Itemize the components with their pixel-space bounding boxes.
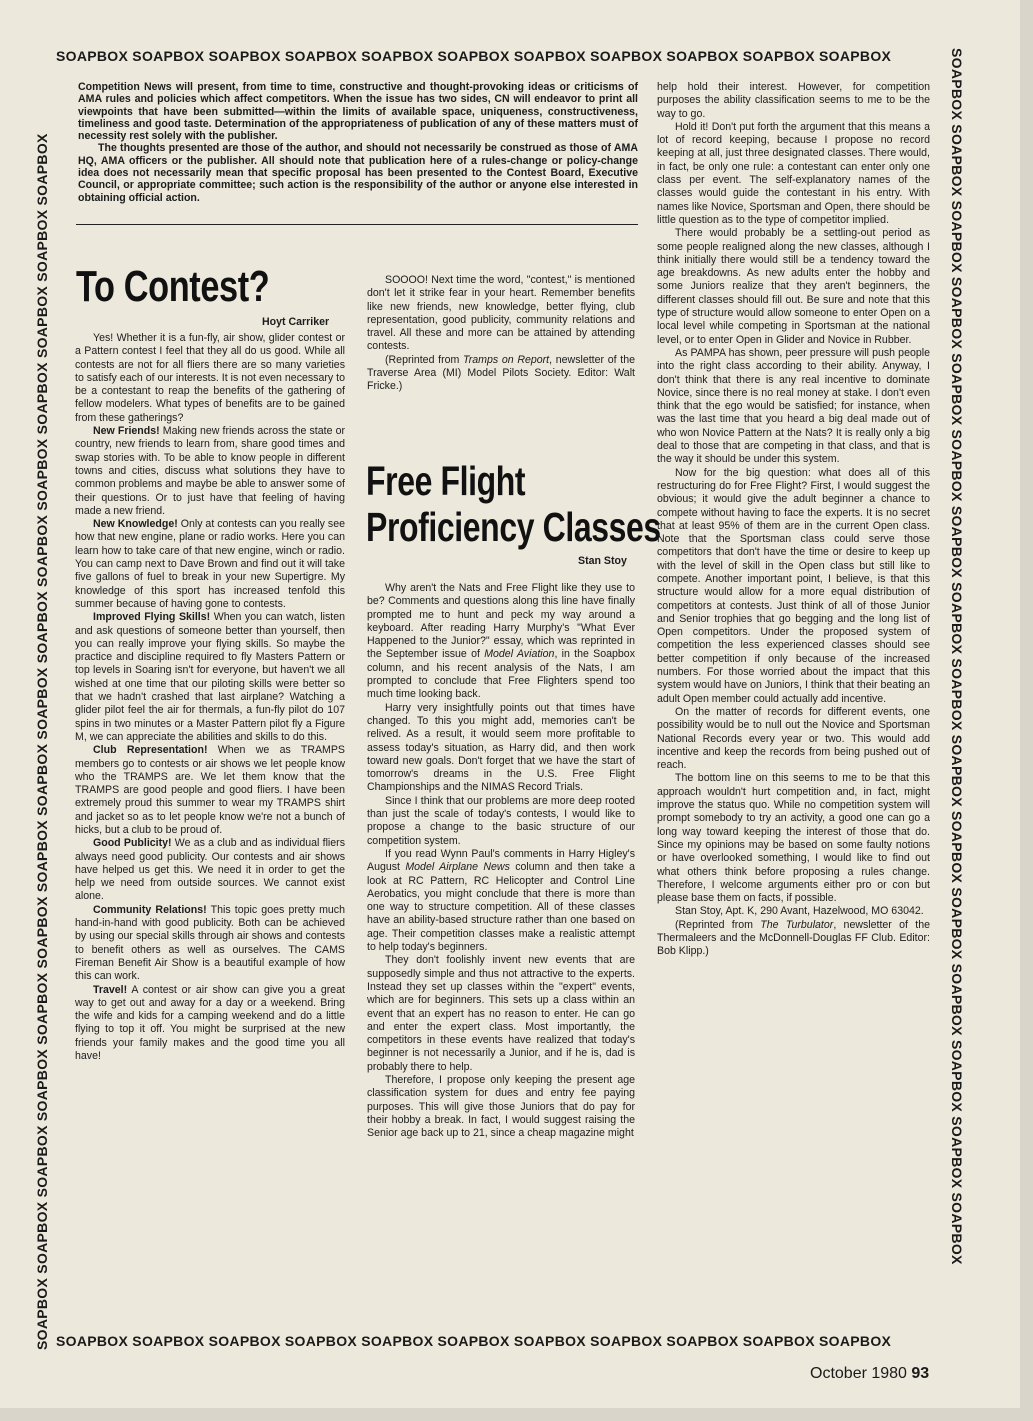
article-title-to-contest: To Contest? — [76, 262, 270, 311]
editorial-note — [78, 81, 638, 204]
divider — [76, 224, 638, 225]
paragraph: As PAMPA has shown, peer pressure will push people into the right class according to their ability. Anyway, I don't think that there is any real incentive to dominate Novice, since there is no real money at stake. I don't even think that the ego would be satisfied; for instance, when was the last time that you heard a big deal made out of who won Novice Pattern at the Nats? It is really only a big deal to those that are competing in that class, and that is the way it should be under this system. — [657, 346, 930, 466]
paragraph: Yes! Whether it is a fun-fly, air show, glider contest or a Pattern contest I feel that they all do us good. While all contests are not for all fliers there are so many varieties to satisfy each of our interests. It is not even necessary to be a contestant to reap the benefits of the gathering of fellow modelers. What types of benefits are to be gained from these gatherings? — [75, 332, 345, 424]
paragraph: They don't foolishly invent new events that are supposedly simple and thus not attractive to the experts. Instead they set up classes within the "expert" events, which are for beginners. This sets up a class within an event that an expert has no reason to enter. He can go and enter the expert class. Most importantly, the competitors in these events have realized that today's beginner is not necessarily a Junior, and if he is, dad is probably there to help. — [367, 954, 635, 1073]
paragraph: (Reprinted from Tramps on Report, newsletter of the Traverse Area (MI) Model Pilots Society. Editor: Walt Fricke.) — [367, 353, 635, 393]
article-title-free-flight: Free Flight Proficiency Classes — [366, 458, 661, 550]
paragraph: Community Relations! This topic goes pretty much hand-in-hand with good publicity. Both can be achieved by using our special skills through air shows and contests to benefit others as well as ourselves. The CAMS Fireman Benefit Air Show is a beautiful example of how this can work. — [75, 903, 345, 983]
paragraph: Hold it! Don't put forth the argument that this means a lot of record keeping, because I propose no record keeping at all, just three designated classes. There would, in fact, be only one rule: a contestant can enter only one class per event. The self-explanatory names of the classes would guide the contestant in his entry. With names like Novice, Sportsman and Open, there should be little question as to the type of competitor implied. — [657, 120, 930, 226]
soapbox-border-left: SOAPBOX SOAPBOX SOAPBOX SOAPBOX SOAPBOX SOAPBOX SOAPBOX SOAPBOX SOAPBOX SOAPBOX SOAPBOX SOAPBOX SOAPBOX SOAPBOX SOAPBOX SOAPBOX — [34, 133, 50, 1350]
paragraph: Travel! A contest or air show can give you a great way to get out and away for a day or a weekend. Bring the wife and kids for a camping weekend and do a little flying to top it off. You might be surprised at the new friends your family makes and the good time you all have! — [75, 983, 345, 1063]
soapbox-border-right: SOAPBOX SOAPBOX SOAPBOX SOAPBOX SOAPBOX SOAPBOX SOAPBOX SOAPBOX SOAPBOX SOAPBOX SOAPBOX SOAPBOX SOAPBOX SOAPBOX SOAPBOX SOAPBOX — [949, 48, 965, 1265]
article1-column2 — [367, 274, 635, 394]
paragraph: The bottom line on this seems to me to be that this approach wouldn't hurt competition and, in fact, might improve the status quo. While no competition system will prompt somebody to try an activity, a good one can go a long way toward keeping the interest of those that do. Since my opinions may be based on some faulty notions or have overlooked something, I would like to find out what others think before proposing a rules change. Therefore, I welcome arguments either pro or con but please base them on facts, if possible. — [657, 772, 930, 905]
paragraph: If you read Wynn Paul's comments in Harry Higley's August Model Airplane News column and then take a look at RC Pattern, RC Helicopter and Control Line Aerobatics, you might conclude that there is more than one way to structure competition. All of these classes have an ability-based structure rather than one based on age. Their competition classes make a realistic attempt to help today's beginners. — [367, 847, 635, 954]
paragraph: SOOOO! Next time the word, "contest," is mentioned don't let it strike fear in your heart. Remember benefits like new friends, new knowledge, better flying, club representation, good publicity, community relations and travel. All these and more can be attained by attending contests. — [367, 274, 635, 353]
article1-column1 — [75, 332, 345, 1063]
paragraph: Now for the big question: what does all of this restructuring do for Free Flight? First, I would suggest the obvious; it would give the adult beginner a chance to compete without having to face the experts. It is no secret that at least 95% of them are in the current Open class. Note that the Sportsman class could serve those competitors that don't have the time or desire to keep up with the level of skill in the Open class but still like to compete. Another important point, I believe, is that this structure would allow for a more equal distribution of competitors at contests. Just think of all of those Junior and Senior trophies that go begging and the long list of Open competitors. Under the proposed system of competition the less experienced classes should see better competition if only because of the increased numbers. For those worried about the impact that this system would have on Juniors, I think that their beating an adult Open member could actually add incentive. — [657, 466, 930, 705]
paragraph: Harry very insightfully points out that times have changed. To this you might add, memories can't be relived. As a result, it would seem more profitable to assess today's situation, as Harry did, and then work toward new goals. Don't forget that we have the start of tomorrow's dreams in the U.S. Free Flight Championships and the NIMAS Record Trials. — [367, 701, 635, 794]
article2-column3 — [657, 81, 930, 959]
article-byline-stan: Stan Stoy — [578, 555, 627, 567]
editorial-note-p1: Competition News will present, from time to time, constructive and thought-provoking ideas or criticisms of AMA rules and policies which affect competitors. When the issue has two sides, CN will endeavor to print all viewpoints that have been submitted—within the limits of available space, uniqueness, constructiveness, timeliness and good taste. Determination of the appropriateness of publication of any of these matters must of necessity rest solely with the publisher. — [78, 81, 638, 143]
paragraph: help hold their interest. However, for competition purposes the ability classification seems to me to be the way to go. — [657, 81, 930, 120]
paragraph: Stan Stoy, Apt. K, 290 Avant, Hazelwood, MO 63042. — [675, 905, 924, 918]
page-number: 93 — [911, 1365, 930, 1382]
paragraph: New Knowledge! Only at contests can you really see how that new engine, plane or radio works. Here you can learn how to take care of that new engine, winch or radio. You can camp next to Dave Brown and find out it will take five gallons of fuel to break in your new Supertigre. My knowledge of this sport has increased tenfold this summer because of having gone to contests. — [75, 518, 345, 610]
editorial-note-p2: The thoughts presented are those of the author, and should not necessarily be construed as those of AMA HQ, AMA officers or the publisher. All should note that publication here of a rules-change or policy-change idea does not necessarily mean that specific proposal has been presented to the Contest Board, Executive Council, or appropriate committee; such action is the responsibility of the author or anyone else interested in obtaining official action. — [78, 142, 638, 204]
article2-column2 — [367, 582, 635, 1140]
paragraph: There would probably be a settling-out period as some people realigned along the new classes, although I think initially there would still be a tendency toward the age breakdowns. As new adults enter the hobby and some Juniors realize that they aren't beginners, the different classes should fill out. Be sure and note that this type of structure would allow someone to enter Open on a local level while competing in Sportsman at the national level, or to enter Open in Glider and Novice in Rubber. — [657, 227, 930, 346]
paragraph: (Reprinted from The Turbulator, newsletter of the Thermaleers and the McDonnell-Douglas FF Club. Editor: Bob Klipp.) — [657, 918, 930, 958]
issue-date: October 1980 — [810, 1365, 907, 1382]
paragraph: Improved Flying Skills! When you can watch, listen and ask questions of someone better than yourself, then you can really improve your flying skills. So maybe the practice and discipline required to fly Masters Pattern or top levels in Soaring isn't for everyone, but haven't we all wished at one time that our piloting skills were better so that we hadn't crashed that last airplane? Watching a glider pilot feel the air for thermals, a fun-fly pilot do 107 spins in two minutes or a Master Pattern pilot fly a Figure M, we can appreciate the abilities and skills to do this. — [75, 611, 346, 743]
page-footer — [810, 1365, 929, 1383]
soapbox-border-bottom: SOAPBOX SOAPBOX SOAPBOX SOAPBOX SOAPBOX SOAPBOX SOAPBOX SOAPBOX SOAPBOX SOAPBOX SOAPBOX — [56, 1333, 892, 1349]
article-byline-hoyt: Hoyt Carriker — [262, 316, 330, 328]
soapbox-border-top: SOAPBOX SOAPBOX SOAPBOX SOAPBOX SOAPBOX SOAPBOX SOAPBOX SOAPBOX SOAPBOX SOAPBOX SOAPBOX — [56, 48, 892, 64]
paragraph: On the matter of records for different events, one possibility would be to null out the Novice and Sportsman National Records every year or two. This would add incentive and keep the records from being pushed out of reach. — [657, 705, 930, 772]
paragraph: Good Publicity! We as a club and as individual fliers always need good publicity. Our contests and air shows have helped us get this. We need it in order to get the help we need from outside sources. We cannot exist alone. — [75, 837, 345, 903]
paragraph: Therefore, I propose only keeping the present age classification system for dues and entry fee paying purposes. This will give those Juniors that do pay for their hobby a break. In fact, I would suggest raising the Senior age back up to 21, since a cheap magazine might — [367, 1073, 635, 1140]
paragraph: New Friends! Making new friends across the state or country, new friends to learn from, share good times and swap stories with. To be able to know people in different towns and cities, discuss what solutions they have to common problems and maybe be able to answer some of their questions. Or to just have that feeling of having made a new friend. — [75, 425, 345, 517]
paragraph: Club Representation! When we as TRAMPS members go to contests or air shows we let people know who the TRAMPS are. We let them know that the TRAMPS are good people and good fliers. I have been extremely proud this summer to wear my TRAMPS shirt and jacket so as to let people know we're not a bunch of hicks, but a club to be proud of. — [75, 744, 346, 836]
paragraph: Why aren't the Nats and Free Flight like they use to be? Comments and questions along this line have finally prompted me to hunt and peck my way around a keyboard. After reading Harry Murphy's "What Ever Happened to the Junior?" essay, which was reprinted in the September issue of Model Aviation, in the Soapbox column, and his recent analysis of the Nats, I am prompted to conclude that Free Flighters spend too much time looking back. — [367, 582, 635, 701]
paragraph: Since I think that our problems are more deep rooted than just the scale of today's contests, I would like to propose a change to the basic structure of our competition system. — [367, 794, 635, 847]
